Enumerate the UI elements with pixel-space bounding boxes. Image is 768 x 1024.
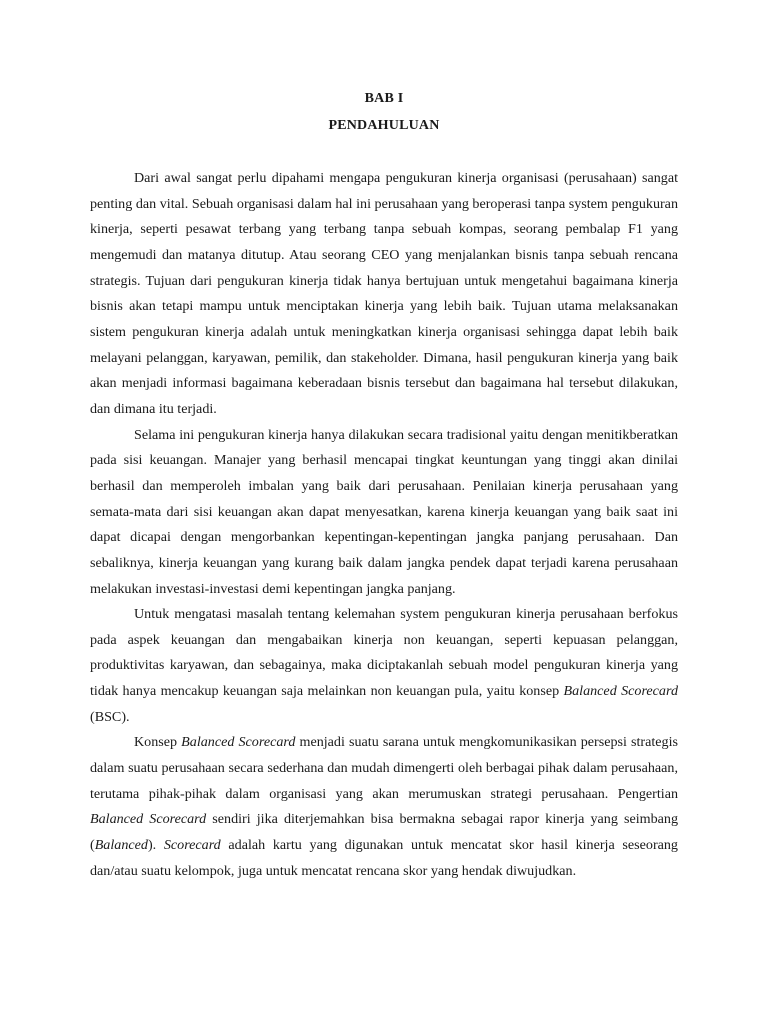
text-run: sendiri jika diterjemahkan bisa bermakna sebagai rapor kinerja yang seimbang ( — [90, 811, 678, 854]
italic-term: Scorecard — [163, 837, 221, 854]
text-run: menjadi suatu sarana untuk mengkomunikasikan persepsi strategis dalam suatu perusahaan secara sederhana dan mudah dimengerti oleh berbagai pihak dalam perusahaan, terutama pihak-pihak dalam organisasi yang akan merumuskan strategi perusahaan. Pengertian — [90, 734, 678, 802]
paragraph-2 — [90, 423, 678, 603]
italic-term: Balanced Scorecard — [181, 734, 296, 751]
text-run: adalah kartu yang digunakan untuk mencatat skor hasil kinerja seseorang dan/atau suatu kelompok, juga untuk mencatat rencana skor yang hendak diwujudkan. — [90, 837, 678, 879]
paragraph-4 — [90, 730, 678, 884]
text-run: Dari awal sangat perlu dipahami mengapa pengukuran kinerja organisasi (perusahaan) sangat penting dan vital. Sebuah organisasi dalam hal ini perusahaan yang beroperasi tanpa system pengukuran kinerja, seperti pesawat terbang yang terbang tanpa sebuah kompas, seorang pembalap F1 yang mengemudi dan matanya ditutup. Atau seorang CEO yang menjalankan bisnis tanpa sebuah rencana strategis. Tujuan dari pengukuran kinerja tidak hanya bertujuan untuk mengetahui bagaimana kinerja bisnis akan tetapi mampu untuk menciptakan kinerja yang lebih baik. Tujuan utama melaksanakan sistem pengukuran kinerja adalah untuk meningkatkan kinerja organisasi sehingga dapat lebih baik melayani pelanggan, karyawan, pemilik, dan stakeholder. Dimana, hasil pengukuran kinerja yang baik akan menjadi informasi bagaimana keberadaan bisnis tersebut dan bagaimana hal tersebut dilakukan, dan dimana itu terjadi. — [90, 170, 678, 417]
chapter-number: BAB I — [364, 91, 404, 106]
text-run: (BSC). — [90, 708, 130, 725]
chapter-title: PENDAHULUAN — [328, 118, 440, 133]
paragraph-3 — [90, 602, 678, 730]
text-run: ). — [147, 837, 164, 854]
italic-term: Balanced Scorecard — [563, 683, 678, 700]
italic-term: Balanced — [94, 837, 148, 854]
paragraph-1 — [90, 166, 678, 423]
italic-term: Balanced Scorecard — [90, 811, 207, 828]
text-run: Untuk mengatasi masalah tentang kelemahan system pengukuran kinerja perusahaan berfokus pada aspek keuangan dan mengabaikan kinerja non keuangan, seperti kepuasan pelanggan, produktivitas karyawan, dan sebagainya, maka diciptakanlah sebuah model pengukuran kinerja yang tidak hanya mencakup keuangan saja melainkan non keuangan pula, yaitu konsep — [90, 606, 678, 700]
body-text — [90, 166, 678, 884]
text-run: Selama ini pengukuran kinerja hanya dilakukan secara tradisional yaitu dengan menitikberatkan pada sisi keuangan. Manajer yang berhasil mencapai tingkat keuntungan yang tinggi akan dinilai berhasil dan memperoleh imbalan yang baik dari perusahaan. Penilaian kinerja perusahaan yang semata-mata dari sisi keuangan akan dapat menyesatkan, karena kinerja keuangan yang baik saat ini dapat dicapai dengan mengorbankan kepentingan-kepentingan jangka panjang perusahaan. Dan sebaliknya, kinerja keuangan yang kurang baik dalam jangka pendek dapat terjadi karena perusahaan melakukan investasi-investasi demi kepentingan jangka panjang. — [90, 426, 678, 597]
text-run: Konsep — [134, 734, 182, 751]
